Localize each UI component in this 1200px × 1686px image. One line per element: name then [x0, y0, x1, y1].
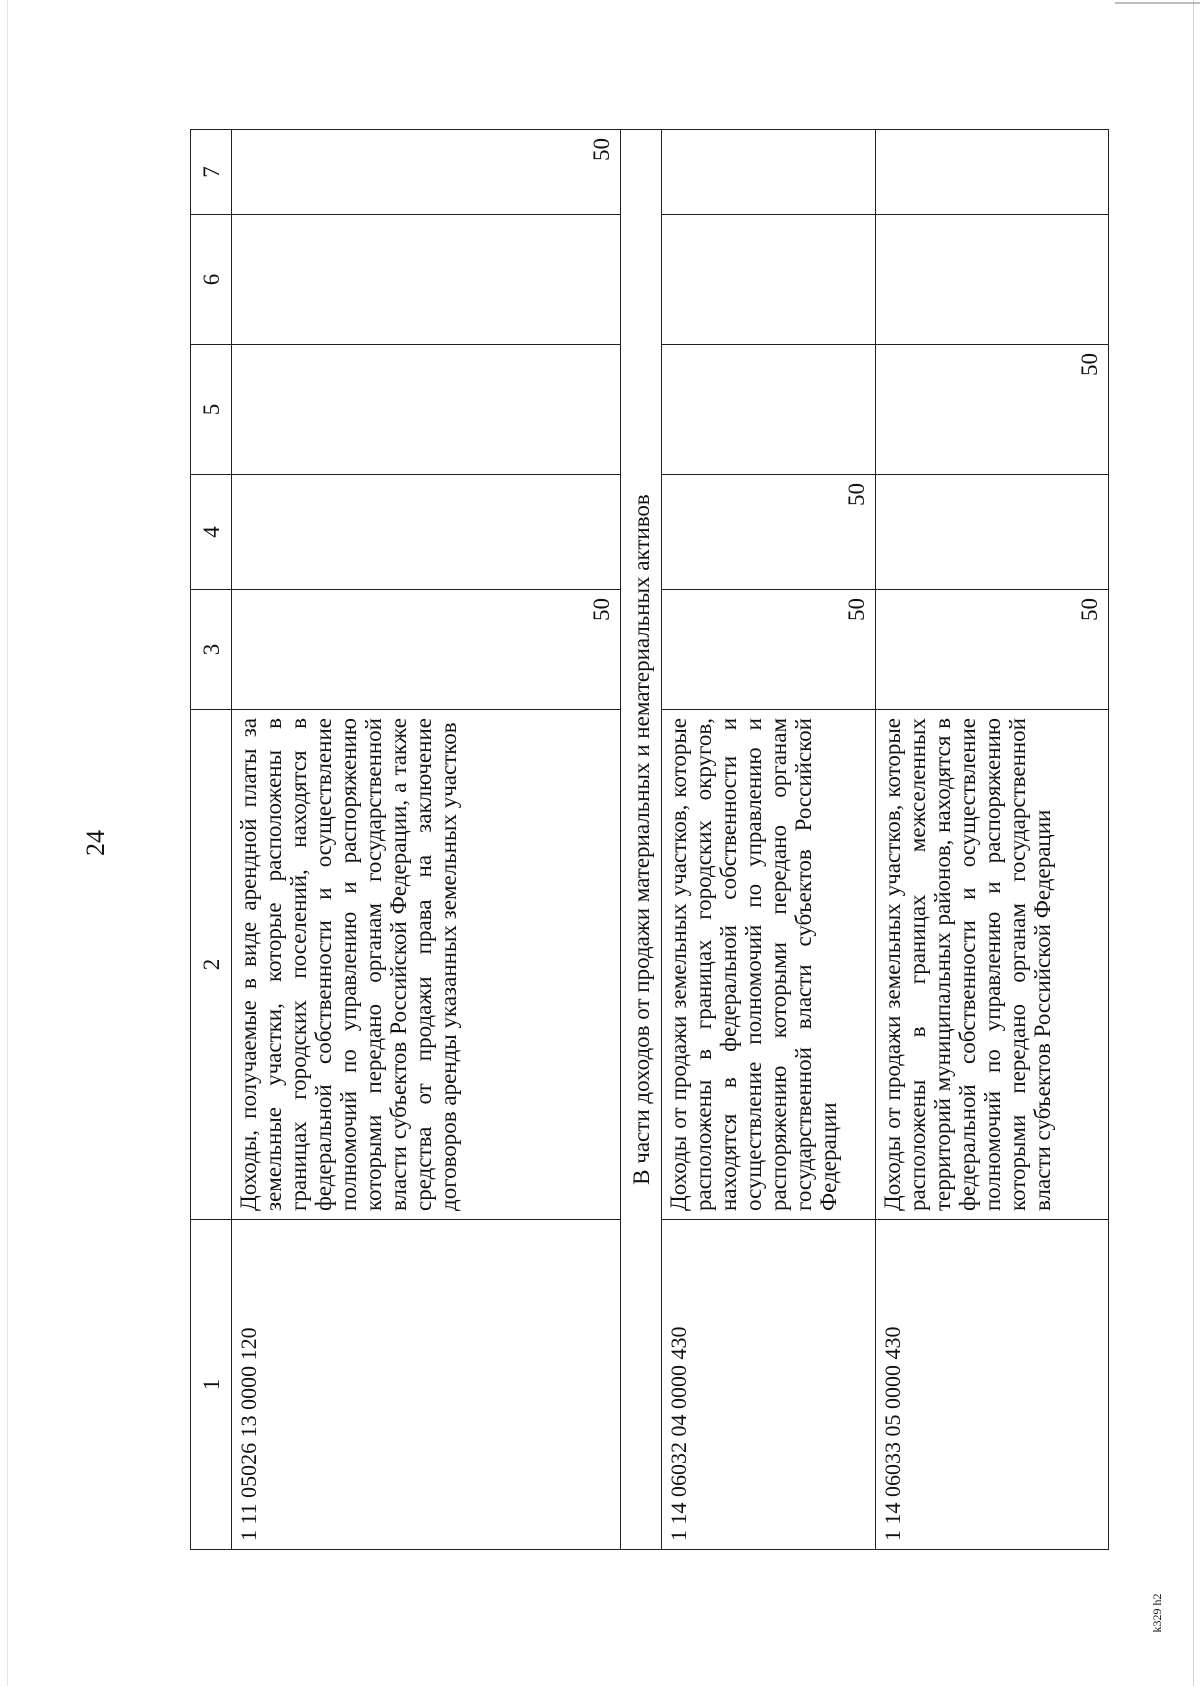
- page-number: 24: [81, 830, 110, 856]
- row-value-col-3: 50: [662, 590, 876, 710]
- row-value-col-7: 50: [232, 130, 621, 215]
- header-col-4: 4: [191, 475, 232, 590]
- header-col-3: 3: [191, 590, 232, 710]
- row-value-col-6: [876, 215, 1109, 345]
- header-col-5: 5: [191, 345, 232, 475]
- scan-edge-right: [1193, 0, 1194, 1686]
- row-value-col-5: 50: [876, 345, 1109, 475]
- row-value-col-7: [662, 130, 876, 215]
- row-value-col-6: [662, 215, 876, 345]
- row-value-col-5: [662, 345, 876, 475]
- row-value-col-4: [232, 475, 621, 590]
- income-table: [190, 129, 1109, 1550]
- row-code: 1 14 06032 04 0000 430: [662, 1220, 876, 1550]
- row-value-col-3: 50: [232, 590, 621, 710]
- income-table-container: [190, 130, 1102, 1550]
- row-code: 1 14 06033 05 0000 430: [876, 1220, 1109, 1550]
- row-value-col-4: 50: [662, 475, 876, 590]
- row-value-col-7: [876, 130, 1109, 215]
- row-value-col-3: 50: [876, 590, 1109, 710]
- row-description: Доходы, получаемые в виде арендной платы за земельные участки, которые расположены в границах городских поселений, находятся в федеральной собственности и осуществление полномочий по управлению и распоряжению которыми передано органам государственной власти субъектов Российской Федерации, а также средства от продажи права на заключение договоров аренды указанных земельных участков: [232, 710, 621, 1220]
- row-description: Доходы от продажи земельных участков, которые расположены в границах городских округов, находятся в федеральной собственности и осуществление полномочий по управлению и распоряжению которыми передано органам государственной власти субъектов Российской Федерации: [662, 710, 876, 1220]
- scan-top-line: [1115, 2, 1200, 4]
- row-value-col-6: [232, 215, 621, 345]
- table-row: [232, 130, 621, 1550]
- table-row: [876, 130, 1109, 1550]
- row-value-col-4: [876, 475, 1109, 590]
- table-row: [662, 130, 876, 1550]
- row-value-col-5: [232, 345, 621, 475]
- rotated-table-frame: [190, 130, 1102, 1550]
- header-row: [191, 130, 232, 1550]
- header-col-7: 7: [191, 130, 232, 215]
- header-col-6: 6: [191, 215, 232, 345]
- row-code: 1 11 05026 13 0000 120: [232, 1220, 621, 1550]
- section-title: В части доходов от продажи материальных и нематериальных активов: [621, 130, 662, 1550]
- scan-edge-left: [7, 0, 8, 1686]
- header-col-1: 1: [191, 1220, 232, 1550]
- header-col-2: 2: [191, 710, 232, 1220]
- section-row: [621, 130, 662, 1550]
- row-description: Доходы от продажи земельных участков, которые расположены в границах межселенных территорий муниципальных районов, находятся в федеральной собственности и осуществление полномочий по управлению и распоряжению которыми передано органам государственной власти субъектов Российской Федерации: [876, 710, 1109, 1220]
- footer-code: k329 h2: [1150, 1593, 1164, 1633]
